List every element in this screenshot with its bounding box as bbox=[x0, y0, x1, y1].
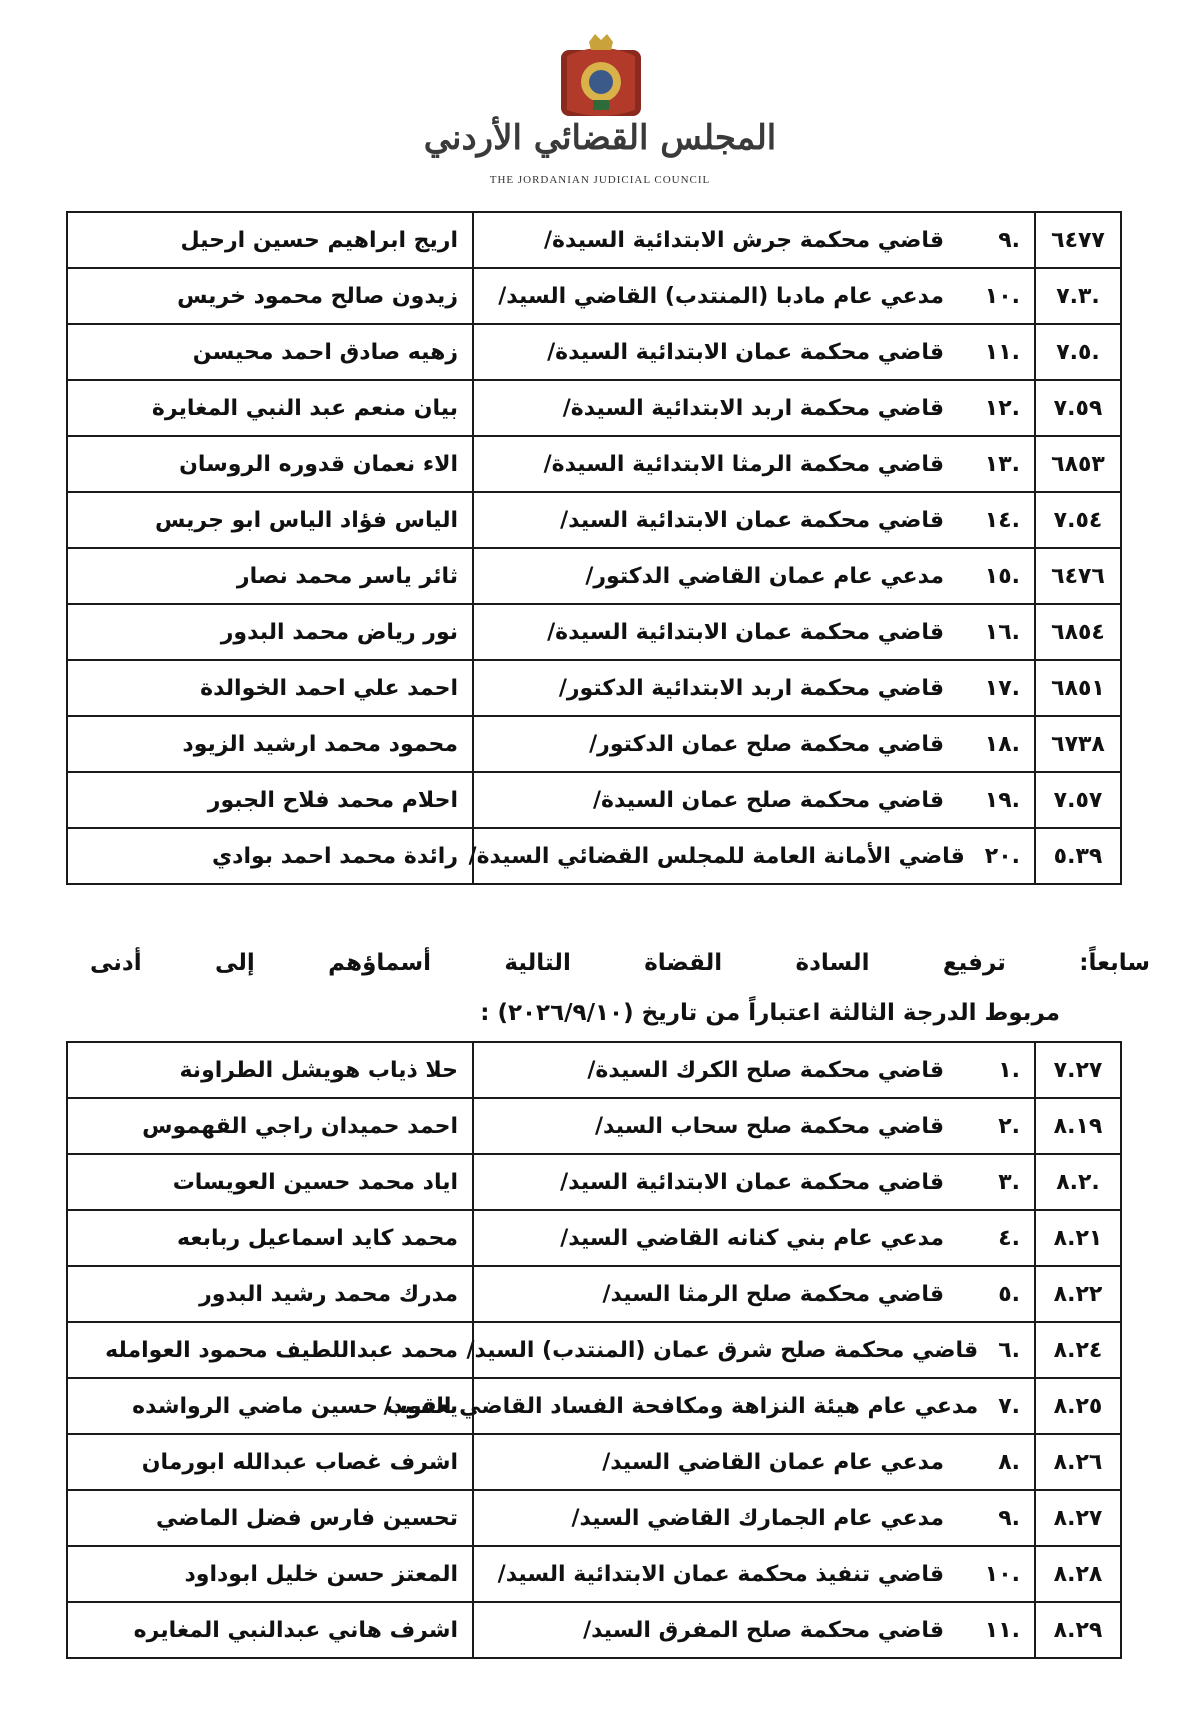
row-index: .٧ bbox=[998, 1393, 1020, 1419]
judge-position: مدعي عام بني كنانه القاضي السيد/ bbox=[560, 1225, 944, 1251]
letterhead bbox=[0, 0, 1200, 200]
judge-position: قاضي محكمة عمان الابتدائية السيد/ bbox=[560, 507, 944, 533]
judge-number: ٨.٢٢ bbox=[1035, 1266, 1121, 1322]
judge-number: ٥.٣٩ bbox=[1035, 828, 1121, 884]
judge-number: ٨.٢. bbox=[1035, 1154, 1121, 1210]
judge-position-cell bbox=[473, 436, 1035, 492]
table-row bbox=[67, 1154, 1121, 1210]
judge-name: مدرك محمد رشيد البدور bbox=[67, 1266, 473, 1322]
judge-number: ٨.٢٧ bbox=[1035, 1490, 1121, 1546]
row-index: .١١ bbox=[984, 1617, 1020, 1643]
table-row bbox=[67, 436, 1121, 492]
logo-english: THE JORDANIAN JUDICIAL COUNCIL bbox=[489, 174, 711, 186]
table-row bbox=[67, 492, 1121, 548]
judge-position-cell bbox=[473, 380, 1035, 436]
table-row bbox=[67, 716, 1121, 772]
table-row bbox=[67, 772, 1121, 828]
row-index: .١٠ bbox=[984, 1561, 1020, 1587]
table-row bbox=[67, 1210, 1121, 1266]
row-index: .١٥ bbox=[984, 563, 1020, 589]
row-index: .٦ bbox=[998, 1337, 1020, 1363]
judge-position: قاضي تنفيذ محكمة عمان الابتدائية السيد/ bbox=[497, 1561, 944, 1587]
row-index: .١٣ bbox=[984, 451, 1020, 477]
judge-number: ٨.٢٩ bbox=[1035, 1602, 1121, 1658]
table-row bbox=[67, 1546, 1121, 1602]
row-index: .٤ bbox=[998, 1225, 1020, 1251]
judge-position-cell bbox=[473, 660, 1035, 716]
judge-position-cell bbox=[473, 772, 1035, 828]
judge-number: ٨.٢٦ bbox=[1035, 1434, 1121, 1490]
table-row bbox=[67, 1490, 1121, 1546]
judge-position-cell bbox=[468, 828, 1035, 884]
judge-position-cell bbox=[473, 548, 1035, 604]
section-seven-line-1: سابعاً: ترفيع السادة القضاة التالية أسماؤهم إلى أدنى bbox=[90, 950, 1150, 976]
judge-position-cell bbox=[473, 1546, 1035, 1602]
judge-name: اريج ابراهيم حسين ارحيل bbox=[67, 212, 473, 268]
judge-position: قاضي محكمة عمان الابتدائية السيدة/ bbox=[547, 619, 944, 645]
judge-number: ٨.٢١ bbox=[1035, 1210, 1121, 1266]
judge-position: قاضي محكمة صلح عمان السيدة/ bbox=[593, 787, 944, 813]
row-index: .٥ bbox=[998, 1281, 1020, 1307]
judge-number: ٨.١٩ bbox=[1035, 1098, 1121, 1154]
judge-name: يعقوب حسين ماضي الرواشده bbox=[67, 1378, 473, 1434]
judge-position-cell bbox=[473, 1098, 1035, 1154]
judge-position-cell bbox=[473, 1210, 1035, 1266]
table-row bbox=[67, 212, 1121, 268]
row-index: .١٧ bbox=[984, 675, 1020, 701]
judge-position-cell bbox=[466, 1322, 1035, 1378]
judge-name: تحسين فارس فضل الماضي bbox=[67, 1490, 473, 1546]
table-row bbox=[67, 1434, 1121, 1490]
judge-position-cell bbox=[473, 1154, 1035, 1210]
judge-position: قاضي محكمة عمان الابتدائية السيد/ bbox=[560, 1169, 944, 1195]
table-row bbox=[67, 660, 1121, 716]
judge-number: ٧.٢٧ bbox=[1035, 1042, 1121, 1098]
judge-number: ٦٨٥١ bbox=[1035, 660, 1121, 716]
judge-position-cell bbox=[473, 492, 1035, 548]
judge-name: نور رياض محمد البدور bbox=[67, 604, 473, 660]
judge-position: مدعي عام هيئة النزاهة ومكافحة الفساد القاضي السيد/ bbox=[383, 1393, 979, 1419]
judge-name: احمد علي احمد الخوالدة bbox=[67, 660, 473, 716]
judge-position-cell bbox=[473, 1434, 1035, 1490]
row-index: .١٤ bbox=[984, 507, 1020, 533]
row-index: .٣ bbox=[998, 1169, 1020, 1195]
judge-name: اشرف غصاب عبدالله ابورمان bbox=[67, 1434, 473, 1490]
judge-position: قاضي محكمة صلح المفرق السيد/ bbox=[583, 1617, 944, 1643]
judge-position-cell bbox=[473, 1266, 1035, 1322]
judge-name: زيدون صالح محمود خريس bbox=[67, 268, 473, 324]
judge-position: قاضي محكمة صلح الكرك السيدة/ bbox=[587, 1057, 944, 1083]
table-row bbox=[67, 548, 1121, 604]
judge-position: مدعي عام عمان القاضي الدكتور/ bbox=[585, 563, 944, 589]
judge-number: ٦٧٣٨ bbox=[1035, 716, 1121, 772]
table-row bbox=[67, 828, 1121, 884]
table-row bbox=[67, 268, 1121, 324]
judge-number: ٧.٣. bbox=[1035, 268, 1121, 324]
row-index: .٩ bbox=[998, 1505, 1020, 1531]
judge-number: ٧.٥٧ bbox=[1035, 772, 1121, 828]
judge-number: ٦٨٥٤ bbox=[1035, 604, 1121, 660]
judge-position: قاضي محكمة اربد الابتدائية السيدة/ bbox=[562, 395, 944, 421]
judge-name: الياس فؤاد الياس ابو جريس bbox=[67, 492, 473, 548]
judge-position: مدعي عام مادبا (المنتدب) القاضي السيد/ bbox=[498, 283, 944, 309]
table-row bbox=[67, 1042, 1121, 1098]
row-index: .٩ bbox=[998, 227, 1020, 253]
judge-position-cell bbox=[383, 1378, 1035, 1434]
judge-name: محمود محمد ارشيد الزيود bbox=[67, 716, 473, 772]
judge-name: المعتز حسن خليل ابوداود bbox=[67, 1546, 473, 1602]
judge-position: قاضي محكمة صلح شرق عمان (المنتدب) السيد/ bbox=[466, 1337, 979, 1363]
judge-position: قاضي محكمة عمان الابتدائية السيدة/ bbox=[547, 339, 944, 365]
judge-name: الاء نعمان قدوره الروسان bbox=[67, 436, 473, 492]
judge-position: قاضي محكمة الرمثا الابتدائية السيدة/ bbox=[543, 451, 944, 477]
judge-position: قاضي محكمة صلح عمان الدكتور/ bbox=[589, 731, 944, 757]
logo-arabic: المجلس القضائي الأردني bbox=[423, 118, 777, 158]
judge-name: ثائر ياسر محمد نصار bbox=[67, 548, 473, 604]
judge-number: ٧.٥. bbox=[1035, 324, 1121, 380]
table-row bbox=[67, 1378, 1121, 1434]
judge-number: ٧.٥٩ bbox=[1035, 380, 1121, 436]
row-index: .١٢ bbox=[984, 395, 1020, 421]
judge-position: قاضي محكمة صلح الرمثا السيد/ bbox=[602, 1281, 944, 1307]
row-index: .١٨ bbox=[984, 731, 1020, 757]
judge-position-cell bbox=[473, 1602, 1035, 1658]
judge-position-cell bbox=[473, 1490, 1035, 1546]
table-row bbox=[67, 1602, 1121, 1658]
judge-position: قاضي الأمانة العامة للمجلس القضائي السيدة/ bbox=[468, 843, 965, 869]
table-row bbox=[67, 1098, 1121, 1154]
judge-position-cell bbox=[473, 1042, 1035, 1098]
judge-name: احلام محمد فلاح الجبور bbox=[67, 772, 473, 828]
judge-number: ٨.٢٥ bbox=[1035, 1378, 1121, 1434]
row-index: .١٩ bbox=[984, 787, 1020, 813]
row-index: .٢٠ bbox=[984, 843, 1020, 869]
judge-number: ٦٨٥٣ bbox=[1035, 436, 1121, 492]
judge-name: محمد كايد اسماعيل ربابعه bbox=[67, 1210, 473, 1266]
judge-name: اياد محمد حسين العويسات bbox=[67, 1154, 473, 1210]
judge-name: زهيه صادق احمد محيسن bbox=[67, 324, 473, 380]
judge-number: ٦٤٧٦ bbox=[1035, 548, 1121, 604]
judge-number: ٨.٢٨ bbox=[1035, 1546, 1121, 1602]
jordan-crest-icon bbox=[553, 30, 649, 122]
judge-position: مدعي عام الجمارك القاضي السيد/ bbox=[571, 1505, 944, 1531]
section-seven-line-2: مربوط الدرجة الثالثة اعتباراً من تاريخ (٢٠٢٦/٩/١٠) : bbox=[480, 1000, 1060, 1026]
table-row bbox=[67, 380, 1121, 436]
table-row bbox=[67, 1266, 1121, 1322]
promotion-table-2 bbox=[66, 1041, 1122, 1659]
judge-number: ٦٤٧٧ bbox=[1035, 212, 1121, 268]
table-row bbox=[67, 324, 1121, 380]
judge-name: محمد عبداللطيف محمود العوامله bbox=[67, 1322, 473, 1378]
row-index: .١١ bbox=[984, 339, 1020, 365]
judge-name: بيان منعم عبد النبي المغايرة bbox=[67, 380, 473, 436]
judge-number: ٧.٥٤ bbox=[1035, 492, 1121, 548]
judge-name: رائدة محمد احمد بوادي bbox=[67, 828, 473, 884]
row-index: .١٠ bbox=[984, 283, 1020, 309]
judge-position-cell bbox=[473, 324, 1035, 380]
judge-position-cell bbox=[473, 268, 1035, 324]
row-index: .٨ bbox=[998, 1449, 1020, 1475]
judge-position-cell bbox=[473, 604, 1035, 660]
judge-name: حلا ذياب هويشل الطراونة bbox=[67, 1042, 473, 1098]
judge-number: ٨.٢٤ bbox=[1035, 1322, 1121, 1378]
judge-position-cell bbox=[473, 212, 1035, 268]
judge-position: قاضي محكمة اربد الابتدائية الدكتور/ bbox=[558, 675, 944, 701]
row-index: .١ bbox=[998, 1057, 1020, 1083]
table-row bbox=[67, 604, 1121, 660]
judge-name: احمد حميدان راجي القهموس bbox=[67, 1098, 473, 1154]
row-index: .٢ bbox=[998, 1113, 1020, 1139]
judge-position-cell bbox=[473, 716, 1035, 772]
table-row bbox=[67, 1322, 1121, 1378]
judge-position: قاضي محكمة جرش الابتدائية السيدة/ bbox=[544, 227, 944, 253]
judge-position: قاضي محكمة صلح سحاب السيد/ bbox=[594, 1113, 944, 1139]
promotion-table-1 bbox=[66, 211, 1122, 885]
judge-position: مدعي عام عمان القاضي السيد/ bbox=[602, 1449, 944, 1475]
judge-name: اشرف هاني عبدالنبي المغايره bbox=[67, 1602, 473, 1658]
row-index: .١٦ bbox=[984, 619, 1020, 645]
